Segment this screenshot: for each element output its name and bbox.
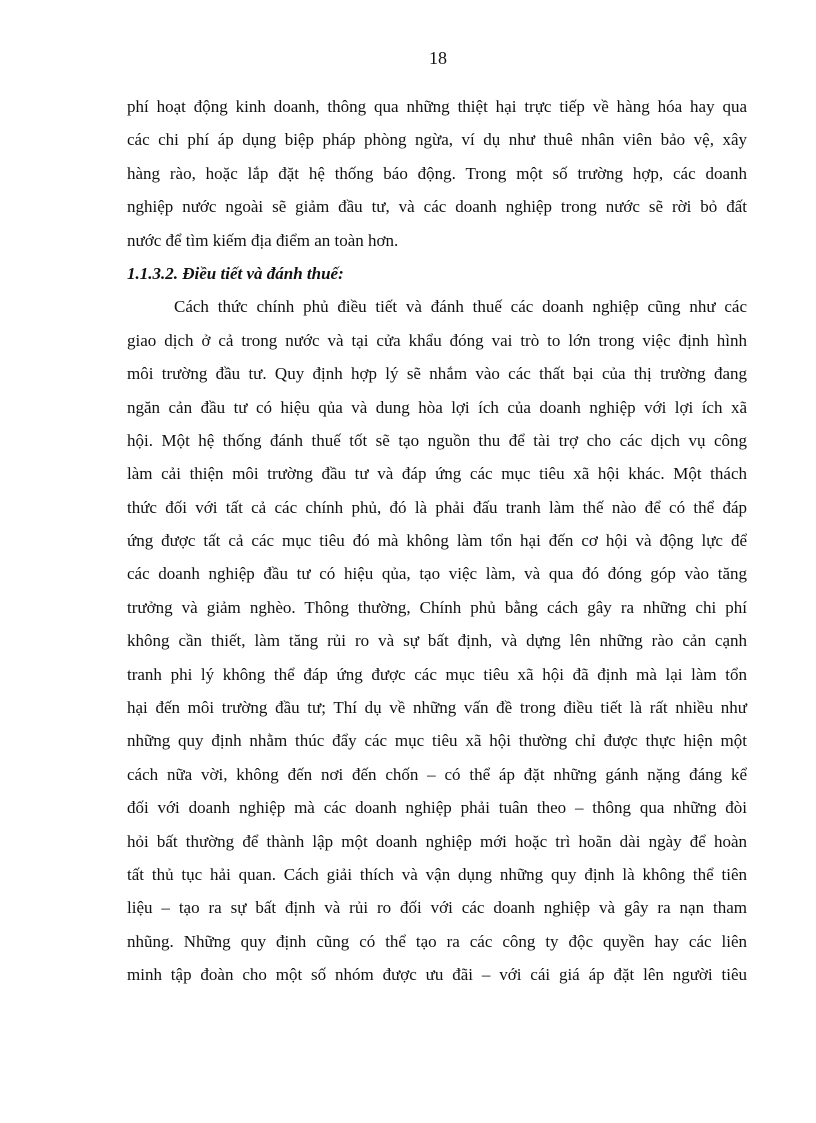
text-line: trưởng và giảm nghèo. Thông thường, Chính phủ bằng cách gây ra những chi phí <box>127 597 747 617</box>
text-line: liệu – tạo ra sự bất định và rủi ro đối với các doanh nghiệp và gây ra nạn tham <box>127 898 747 918</box>
text-line: Cách thức chính phủ điều tiết và đánh thuế các doanh nghiệp cũng như các <box>174 297 747 317</box>
text-line: các doanh nghiệp đầu tư có hiệu qủa, tạo việc làm, và qua đó đóng góp vào tăng <box>127 564 747 584</box>
text-line: môi trường đầu tư. Quy định hợp lý sẽ nhắm vào các thất bại của thị trường đang <box>127 364 747 384</box>
text-line: ứng được tất cả các mục tiêu đó mà không làm tổn hại đến cơ hội và động lực để <box>127 531 747 551</box>
text-line: những quy định nhằm thúc đẩy các mục tiêu xã hội thường chỉ được thực hiện một <box>127 731 747 751</box>
text-line: không cần thiết, làm tăng rủi ro và sự bất định, và dựng lên những rào cản cạnh <box>127 631 747 651</box>
text-line: minh tập đoàn cho một số nhóm được ưu đãi – với cái giá áp đặt lên người tiêu <box>127 965 747 985</box>
text-line: ngăn cản đầu tư có hiệu qủa và dung hòa lợi ích của doanh nghiệp với lợi ích xã <box>127 397 747 417</box>
text-line: hại đến môi trường đầu tư; Thí dụ về những vấn đề trong điều tiết là rất nhiều như <box>127 698 747 718</box>
section-heading: 1.1.3.2. Điều tiết và đánh thuế: <box>127 263 344 283</box>
text-line: các chi phí áp dụng biệp pháp phòng ngừa, ví dụ như thuê nhân viên bảo vệ, xây <box>127 130 747 150</box>
text-line: giao dịch ở cả trong nước và tại cửa khẩu đóng vai trò to lớn trong việc định hình <box>127 330 747 350</box>
text-line: thức đối với tất cả các chính phủ, đó là phải đấu tranh làm thế nào để có thể đáp <box>127 497 747 517</box>
text-line: hỏi bất thường để thành lập một doanh nghiệp mới hoặc trì hoãn dài ngày để hoàn <box>127 831 747 851</box>
text-line: tranh phi lý không thể đáp ứng được các mục tiêu xã hội đã định mà lại làm tổn <box>127 664 747 684</box>
text-line: cách nữa vời, không đến nơi đến chốn – có thể áp đặt những gánh nặng đáng kể <box>127 764 747 784</box>
text-line: nghiệp nước ngoài sẽ giảm đầu tư, và các doanh nghiệp trong nước sẽ rời bỏ đất <box>127 197 747 217</box>
text-line: hàng rào, hoặc lắp đặt hệ thống báo động. Trong một số trường hợp, các doanh <box>127 163 747 183</box>
text-line: làm cải thiện môi trường đầu tư và đáp ứng các mục tiêu xã hội khác. Một thách <box>127 464 747 484</box>
text-line: nước để tìm kiếm địa điểm an toàn hơn. <box>127 230 399 250</box>
text-line: đối với doanh nghiệp mà các doanh nghiệp phải tuân theo – thông qua những đòi <box>127 798 747 818</box>
document-body <box>127 90 747 992</box>
paragraph-1 <box>127 90 747 257</box>
page-number: 18 <box>429 48 447 68</box>
text-line: nhũng. Những quy định cũng có thể tạo ra các công ty độc quyền hay các liên <box>127 931 747 951</box>
paragraph-2 <box>127 290 747 991</box>
text-line: hội. Một hệ thống đánh thuế tốt sẽ tạo nguồn thu để tài trợ cho các dịch vụ công <box>127 430 747 450</box>
text-line: tất thủ tục hải quan. Cách giải thích và vận dụng những quy định là không thể tiên <box>127 864 747 884</box>
text-line: phí hoạt động kinh doanh, thông qua những thiệt hại trực tiếp về hàng hóa hay qua <box>127 97 747 116</box>
